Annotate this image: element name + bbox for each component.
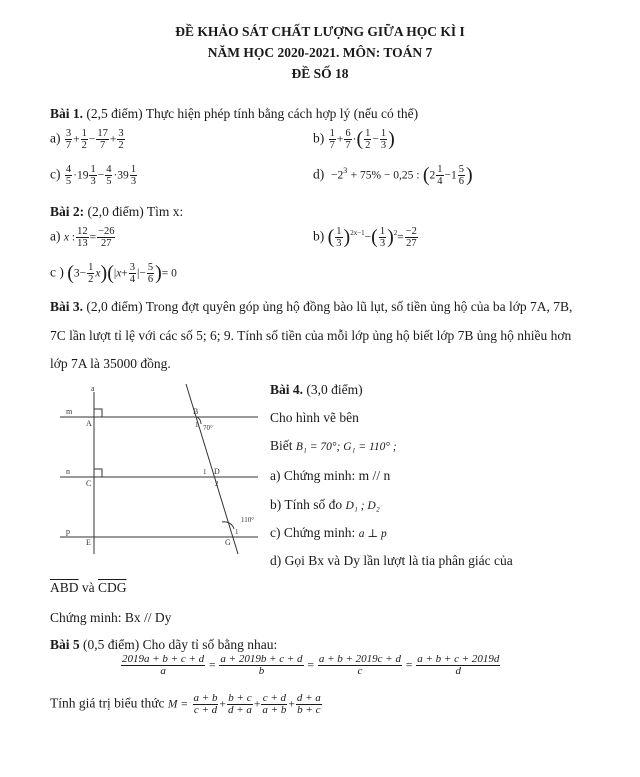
- bai5-text: (0,5 điểm) Cho dãy tỉ số bằng nhau:: [83, 637, 278, 652]
- label-D: D: [214, 467, 220, 476]
- bai1c-label: c): [50, 166, 61, 182]
- bai4-c-prefix: c) Chứng minh:: [270, 525, 356, 540]
- frac: $\frac{1}{2}$: [81, 128, 87, 151]
- m-frac2-num: b + c: [228, 692, 252, 704]
- bai3-text1: (2,0 điểm) Trong đợt quyên góp ủng hộ đồng bào lũ lụt, số tiền ủng hộ của ba lớp 7A, 7B,: [86, 299, 573, 314]
- bai1d-power: −2: [331, 169, 344, 182]
- frac: $\frac{3}{2}$: [118, 128, 124, 151]
- label-1-g: 1: [235, 528, 239, 536]
- angle-arc-g: [222, 522, 234, 529]
- label-a: a: [91, 384, 95, 393]
- bai5-ratios: $\frac{2019a + b + c + d}{a}$ = $\frac{a + 2019b + c + d}{b}$ = $\frac{a + b + 2019c + d}{c}$ = $\frac{a + b + c + 2019d}{d}$: [122, 653, 500, 677]
- bai4-given-expr: B₁ = 70°; G₁ = 110° ;: [295, 441, 397, 453]
- m-frac1-den: c + d: [193, 704, 218, 716]
- bai4-part-d: d) Gọi Bx và Dy lần lượt là tia phân giác của: [270, 553, 513, 568]
- label-E: E: [86, 538, 91, 547]
- ratio3-den: c: [357, 665, 363, 677]
- bai1-label: Bài 1.: [50, 106, 84, 121]
- exam-title: ĐỀ KHẢO SÁT CHẤT LƯỢNG GIỮA HỌC KÌ I: [175, 24, 465, 39]
- label-B: B: [193, 407, 199, 416]
- bai3-line2: 7C lần lượt tỉ lệ với các số 5; 6; 9. Tính số tiền của mỗi lớp ủng hộ biết lớp 7B ủng hộ nhiều hơn: [50, 328, 572, 343]
- label-C: C: [86, 479, 92, 488]
- label-A: A: [86, 419, 92, 428]
- bai2-heading: [50, 204, 183, 220]
- m-frac2-den: d + a: [227, 704, 252, 716]
- label-p: p: [66, 527, 70, 536]
- ratio4-num: a + b + c + 2019d: [417, 653, 500, 665]
- bai2b: b) ( $\frac{1}{3}$ )$^{2x-1}$−( $\frac{1}{3}$ )$^2$= $\frac{-2}{27}$: [313, 226, 417, 249]
- m-frac4-num: d + a: [296, 692, 321, 704]
- bai4-see-figure: Cho hình vẽ bên: [270, 410, 359, 425]
- bai5-M: M =: [167, 698, 189, 711]
- label-m: m: [66, 407, 73, 416]
- label-70: 70°: [203, 424, 213, 432]
- frac: $\frac{17}{7}$: [97, 128, 108, 151]
- bai5-ask: Tính giá trị biểu thức: [50, 695, 165, 711]
- bai1a-label: a): [50, 130, 61, 146]
- label-n: n: [66, 467, 70, 476]
- bai4-angles: [50, 580, 127, 596]
- bai4-b-prefix: b) Tính số đo: [270, 497, 343, 512]
- bai1b: b) $\frac{1}{7}$ + $\frac{6}{7}$ ·( $\frac{1}{2}$ − $\frac{1}{3}$ ): [313, 128, 395, 151]
- bai1d: $d) -2^3 + 75\% - 0,25$ : (2 $\frac{1}{4}$ −1 $\frac{5}{6}$ ): [313, 164, 473, 187]
- bai4-points: (3,0 điểm): [306, 382, 363, 397]
- exam-number: ĐỀ SỐ 18: [291, 66, 349, 81]
- bai1d-expr: + 75% − 0,25 :: [350, 169, 420, 182]
- bai3-line1: [50, 299, 572, 315]
- bai4-label: Bài 4.: [270, 382, 304, 397]
- angle-cdg: $\overline{CDG}$: [98, 580, 127, 595]
- bai2c: c ) (3− $\frac{1}{2}$ x)(|x+ $\frac{3}{4}$ |− $\frac{5}{6}$ )= 0: [50, 262, 177, 285]
- label-110: 110°: [241, 516, 255, 524]
- m-frac3-num: c + d: [262, 692, 287, 704]
- bai2-text: (2,0 điểm) Tìm x:: [87, 204, 184, 219]
- bai5-label: Bài 5: [50, 637, 80, 652]
- geometry-figure: [58, 382, 268, 560]
- bai1d-label: d): [313, 166, 325, 182]
- bai4-prove: Chứng minh: Bx // Dy: [50, 610, 172, 625]
- ratio4-den: d: [455, 665, 462, 677]
- bai1b-label: b): [313, 130, 325, 146]
- angle-abd: $\overline{ABD}$: [50, 580, 79, 595]
- frac: $\frac{3}{7}$: [65, 128, 72, 151]
- bai2c-label: c ): [50, 264, 64, 280]
- bai4-part-a: a) Chứng minh: m // n: [270, 468, 391, 483]
- m-frac3-den: a + b: [262, 704, 287, 716]
- ratio3-num: a + b + 2019c + d: [318, 653, 401, 665]
- m-frac1-num: a + b: [193, 692, 218, 704]
- bai4-c-expr: a ⊥ p: [358, 528, 387, 540]
- bai4-given: [270, 438, 397, 454]
- label-1-d: 1: [203, 468, 207, 476]
- bai1-heading: [50, 106, 418, 122]
- bai5-expression: Tính giá trị biểu thức M = $\frac{a + b}{c + d}$ + $\frac{b + c}{d + a}$ + $\frac{c + d}{a + b}$ + $\frac{d + a}{b + c}$: [50, 692, 321, 716]
- ratio1-den: a: [160, 665, 166, 677]
- bai2-label: Bài 2:: [50, 204, 85, 219]
- bai1c: c) $\frac{4}{5}$ ·19 $\frac{1}{3}$ − $\frac{4}{5}$ ·39 $\frac{1}{3}$: [50, 164, 137, 187]
- bai2b-label: b): [313, 228, 325, 244]
- m-frac4-den: b + c: [297, 704, 321, 716]
- bai5-heading: [50, 637, 277, 653]
- ratio1-num: 2019a + b + c + d: [122, 653, 205, 665]
- bai3-label: Bài 3.: [50, 299, 84, 314]
- label-G: G: [225, 538, 231, 547]
- bai4-b-expr: D₁ ; D₂: [345, 500, 380, 512]
- bai4-part-c: [270, 525, 387, 541]
- bai1-text: (2,5 điểm) Thực hiện phép tính bằng cách hợp lý (nếu có thể): [86, 106, 419, 121]
- exam-year-subject: NĂM HỌC 2020-2021. MÔN: TOÁN 7: [207, 45, 433, 60]
- bai3-line3: lớp 7A là 35000 đồng.: [50, 356, 171, 371]
- bai4-heading: [270, 382, 363, 398]
- right-angle-n: [94, 469, 102, 477]
- bai4-part-b: [270, 497, 380, 513]
- bai1d-exponent: 3: [343, 166, 348, 176]
- right-angle-m: [94, 409, 102, 417]
- label-2-d: 2: [215, 480, 219, 488]
- ratio2-num: a + 2019b + c + d: [220, 653, 303, 665]
- label-1-b: 1: [195, 421, 199, 429]
- bai2a: a) x : $\frac{12}{13}$ = $\frac{-26}{27}$: [50, 226, 115, 249]
- bai4-given-prefix: Biết: [270, 438, 293, 453]
- bai2a-label: a): [50, 228, 61, 244]
- ratio2-den: b: [258, 665, 265, 677]
- bai1a: a) $\frac{3}{7}$ + $\frac{1}{2}$ − $\frac{17}{7}$ + $\frac{3}{2}$: [50, 128, 124, 151]
- angles-and: và: [81, 580, 95, 595]
